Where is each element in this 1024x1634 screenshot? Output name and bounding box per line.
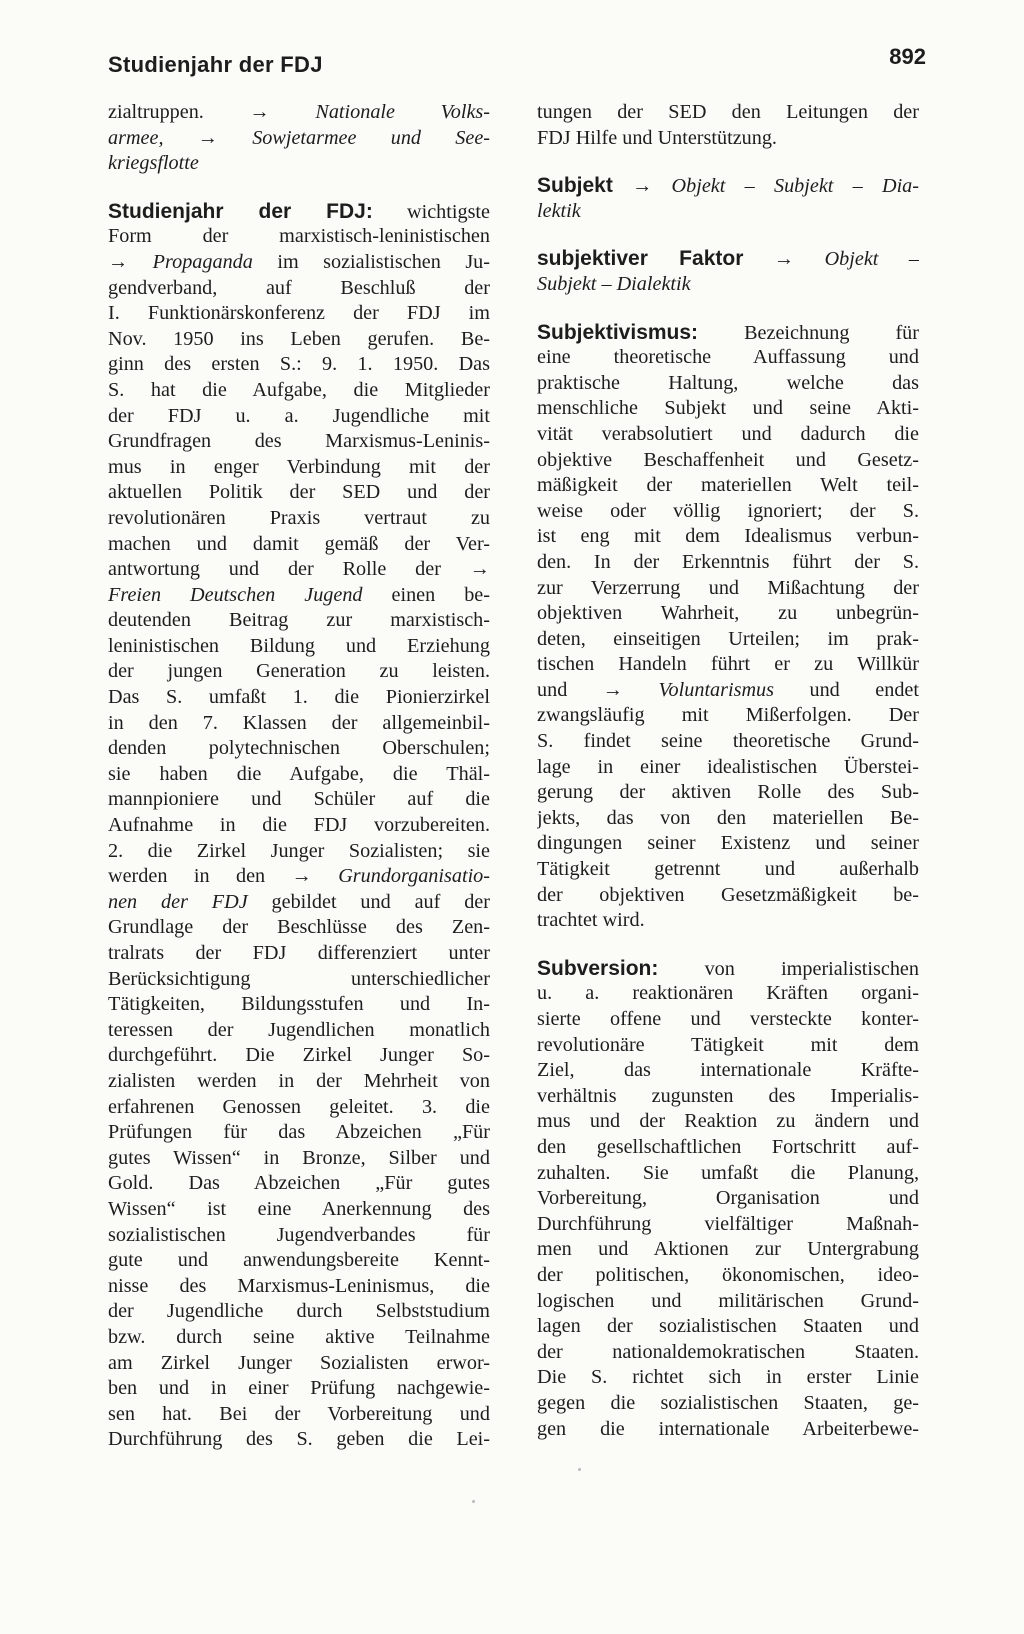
text-segment: tralrats der FDJ differenziert unter (108, 942, 490, 964)
text-line (108, 199, 490, 225)
text-line (108, 762, 490, 788)
text-line (537, 755, 919, 781)
cross-reference: → Voluntarismus (602, 678, 774, 701)
text-segment: dingungen seiner Existenz und seiner (537, 832, 919, 855)
text-segment: Durchführung vielfältiger Maßnah- (537, 1212, 919, 1235)
text-line (108, 583, 490, 609)
text-segment: ist eng mit dem Idealismus verbun- (537, 525, 919, 548)
text-line (108, 941, 490, 967)
text-segment: sierte offene und versteckte konter- (537, 1008, 919, 1030)
text-segment: und (537, 678, 603, 701)
text-line (108, 787, 490, 813)
text-line (108, 1274, 490, 1300)
text-line (537, 422, 919, 448)
cross-reference: → Nationale Volks- (249, 101, 490, 123)
text-segment: ginn des ersten S.: 9. 1. 1950. Das (108, 353, 490, 376)
text-line (108, 1299, 490, 1325)
text-segment: im sozialistischen Ju- (252, 250, 490, 273)
text-segment: revolutionären Praxis vertraut zu (108, 506, 490, 529)
text-segment: eine theoretische Auffassung und (537, 346, 919, 369)
text-segment: der nationaldemokratischen Staaten. (537, 1340, 919, 1363)
text-segment: FDJ Hilfe und Unterstützung. (537, 126, 777, 149)
cross-reference: lektik (537, 199, 581, 222)
text-line (108, 1018, 490, 1044)
text-line (108, 480, 490, 506)
text-segment: Tätigkeiten, Bildungsstufen und In- (108, 993, 490, 1016)
text-segment: sie haben die Aufgabe, die Thäl- (108, 762, 490, 785)
text-segment: sozialistischen Jugendverbandes für (108, 1223, 490, 1246)
text-line (537, 1212, 919, 1238)
cross-reference: kriegsflotte (108, 152, 199, 175)
text-segment: sen hat. Bei der Vorbereitung und (108, 1402, 490, 1425)
text-segment: der FDJ u. a. Jugendliche mit (108, 404, 490, 427)
running-head: Studienjahr der FDJ (108, 52, 323, 77)
text-segment: Nov. 1950 ins Leben gerufen. Be- (108, 327, 490, 350)
text-line (108, 1402, 490, 1428)
text-line (537, 831, 919, 857)
text-line (537, 550, 919, 576)
text-line (108, 992, 490, 1018)
text-line (108, 352, 490, 378)
text-line (108, 151, 490, 177)
cross-reference: armee, → Sowjetarmee und See- (108, 126, 490, 149)
text-segment: Die S. richtet sich in erster Linie (537, 1366, 919, 1389)
text-segment: der politischen, ökonomischen, ideo- (537, 1263, 919, 1286)
text-line (537, 1033, 919, 1059)
text-line (108, 659, 490, 685)
cross-reference: → Grundorganisatio- (291, 865, 490, 888)
text-segment: gebildet und auf der (247, 890, 490, 913)
text-segment: Gold. Das Abzeichen „Für gutes (108, 1172, 490, 1195)
text-segment: und endet (774, 678, 919, 701)
text-line (537, 1135, 919, 1161)
text-line (537, 729, 919, 755)
text-segment: gegen die sozialistischen Staaten, ge- (537, 1391, 919, 1414)
text-line (537, 883, 919, 909)
text-segment: den. In der Erkenntnis führt der S. (537, 550, 919, 573)
text-line (537, 1289, 919, 1315)
text-line (537, 908, 919, 934)
text-line (108, 1043, 490, 1069)
text-segment: leninistischen Bildung und Erziehung (108, 634, 490, 657)
text-line (537, 857, 919, 883)
text-line (537, 199, 919, 225)
text-segment: erfahrenen Genossen geleitet. 3. die (108, 1095, 490, 1118)
text-line (108, 890, 490, 916)
text-segment: bzw. durch seine aktive Teilnahme (108, 1325, 490, 1348)
text-line (537, 956, 919, 982)
text-segment: lagen der sozialistischen Staaten und (537, 1315, 919, 1338)
text-segment: nisse des Marxismus-Leninismus, die (108, 1274, 490, 1297)
text-segment: machen und damit gemäß der Ver- (108, 532, 490, 555)
text-segment: verhältnis zugunsten des Imperialis- (537, 1084, 919, 1107)
text-segment: tischen Handeln führt er zu Willkür (537, 653, 919, 676)
text-segment: zwangsläufig mit Mißerfolgen. Der (537, 704, 919, 727)
text-segment: weise oder völlig ignoriert; der S. (537, 499, 919, 522)
text-segment: Grundlage der Beschlüsse des Zen- (108, 916, 490, 939)
text-segment: lage in einer idealistischen Überstei- (537, 755, 919, 778)
text-line (108, 404, 490, 430)
text-segment: zialtruppen. (108, 101, 250, 123)
text-segment: zur Verzerrung und Mißachtung der (537, 576, 919, 599)
text-segment: der objektiven Gesetzmäßigkeit be- (537, 883, 919, 906)
text-segment: antwortung und der Rolle der → (108, 558, 490, 581)
text-segment: vität verabsolutiert und dadurch die (537, 422, 919, 445)
text-segment: werden in den (108, 865, 292, 888)
text-line (108, 967, 490, 993)
text-segment: objektive Beschaffenheit und Gesetz- (537, 448, 919, 471)
text-line (537, 1084, 919, 1110)
text-segment: der Jugendliche durch Selbststudium (108, 1300, 490, 1323)
text-segment: 2. die Zirkel Junger Sozialisten; sie (108, 839, 490, 862)
text-segment: mäßigkeit der materiellen Welt teil- (537, 474, 919, 497)
text-line (108, 1223, 490, 1249)
text-segment: Wissen“ ist eine Anerkennung des (108, 1197, 490, 1220)
text-line (537, 576, 919, 602)
text-segment: gendverband, auf Beschluß der (108, 276, 490, 299)
cross-reference: → Propaganda (108, 250, 253, 273)
text-line (537, 473, 919, 499)
cross-reference: → Objekt – Subjekt – Dia- (612, 175, 919, 198)
page-number: 892 (889, 44, 926, 69)
text-segment: teressen der Jugendlichen monatlich (108, 1018, 490, 1041)
text-line (537, 1237, 919, 1263)
text-segment: gerung der aktiven Rolle des Sub- (537, 781, 919, 804)
text-line (537, 499, 919, 525)
text-segment: I. Funktionärskonferenz der FDJ im (108, 302, 490, 325)
text-line (108, 532, 490, 558)
text-segment: denden polytechnischen Oberschulen; (108, 737, 490, 760)
text-line (108, 685, 490, 711)
text-line (108, 839, 490, 865)
text-segment: Form der marxistisch-leninistischen (108, 225, 490, 248)
text-segment: aktuellen Politik der SED und der (108, 481, 490, 504)
right-column (537, 100, 919, 1442)
text-line (108, 1146, 490, 1172)
text-line (537, 173, 919, 199)
text-line (537, 371, 919, 397)
text-line (108, 100, 490, 126)
text-segment: Durchführung des S. geben die Lei- (108, 1428, 490, 1451)
text-segment: Grundfragen des Marxismus-Leninis- (108, 430, 490, 453)
text-segment: trachtet wird. (537, 909, 645, 932)
text-line (537, 652, 919, 678)
text-line (537, 1340, 919, 1366)
text-segment: am Zirkel Junger Sozialisten erwor- (108, 1351, 490, 1374)
text-segment: revolutionäre Tätigkeit mit dem (537, 1033, 919, 1056)
entry-gap (537, 151, 919, 173)
text-segment: zuhalten. Sie umfaßt die Planung, (537, 1161, 919, 1184)
text-segment: gute und anwendungsbereite Kennt- (108, 1249, 490, 1272)
cross-reference: Subjekt – Dialektik (537, 272, 691, 295)
text-segment: deutenden Beitrag zur marxistisch- (108, 609, 490, 632)
text-segment: objektiven Wahrheit, zu unbegrün- (537, 602, 919, 625)
text-line (537, 345, 919, 371)
text-segment: zialisten werden in der Mehrheit von (108, 1069, 490, 1092)
text-line (108, 1325, 490, 1351)
text-line (108, 1248, 490, 1274)
text-segment: jekts, das von den materiellen Be- (537, 806, 919, 829)
text-segment: Prüfungen für das Abzeichen „Für (108, 1121, 490, 1144)
text-line (108, 864, 490, 890)
text-line (537, 1263, 919, 1289)
text-line (537, 524, 919, 550)
text-segment: von imperialistischen (658, 957, 919, 980)
entry-gap (537, 298, 919, 320)
text-segment: Tätigkeit getrennt und außerhalb (537, 858, 919, 881)
cross-reference: Freien Deutschen Jugend (108, 583, 363, 606)
text-segment: S. findet seine theoretische Grund- (537, 730, 919, 753)
text-line (108, 506, 490, 532)
scan-speck (472, 1500, 475, 1503)
entry-term: Subversion: (537, 956, 659, 980)
text-line (108, 557, 490, 583)
text-segment: den gesellschaftlichen Fortschritt auf- (537, 1135, 919, 1158)
text-line (108, 1120, 490, 1146)
text-line (108, 429, 490, 455)
page-header (108, 42, 926, 82)
text-segment: gen die internationale Arbeiterbewe- (537, 1417, 919, 1440)
text-line (108, 915, 490, 941)
entry-gap (537, 224, 919, 246)
text-line (108, 1197, 490, 1223)
entry-term: Subjektivismus: (537, 320, 699, 344)
text-line (108, 224, 490, 250)
cross-reference: nen der FDJ (108, 890, 248, 913)
text-segment: Vorbereitung, Organisation und (537, 1187, 919, 1210)
text-line (108, 1171, 490, 1197)
text-line (537, 1186, 919, 1212)
text-line (108, 378, 490, 404)
text-line (537, 396, 919, 422)
text-line (537, 246, 919, 272)
text-segment: ben und in einer Prüfung nachgewie- (108, 1377, 490, 1400)
text-line (108, 634, 490, 660)
text-line (537, 601, 919, 627)
text-segment: Aufnahme in die FDJ vorzubereiten. (108, 814, 490, 837)
text-line (537, 1417, 919, 1443)
text-segment: mus und der Reaktion zu ändern und (537, 1110, 919, 1133)
text-line (537, 1109, 919, 1135)
text-line (108, 276, 490, 302)
text-segment: men und Aktionen zur Untergrabung (537, 1238, 919, 1261)
text-line (537, 320, 919, 346)
text-line (537, 1058, 919, 1084)
entry-gap (108, 177, 490, 199)
text-segment: in den 7. Klassen der allgemeinbil- (108, 711, 490, 734)
text-segment: tungen der SED den Leitungen der (537, 101, 919, 123)
text-segment: S. hat die Aufgabe, die Mitglieder (108, 378, 490, 401)
text-line (108, 813, 490, 839)
text-line (537, 100, 919, 126)
entry-term: subjektiver Faktor (537, 247, 744, 271)
text-line (108, 455, 490, 481)
text-line (537, 272, 919, 298)
text-line (537, 627, 919, 653)
entry-term: Subjekt (537, 174, 613, 198)
text-segment: durchgeführt. Die Zirkel Junger So- (108, 1044, 490, 1067)
text-segment: menschliche Subjekt und seine Akti- (537, 397, 919, 420)
text-segment: Ziel, das internationale Kräfte- (537, 1059, 919, 1082)
text-line (108, 126, 490, 152)
scan-speck (578, 1468, 581, 1471)
text-segment: gutes Wissen“ in Bronze, Silber und (108, 1146, 490, 1169)
text-line (108, 250, 490, 276)
text-line (108, 327, 490, 353)
text-line (537, 1007, 919, 1033)
text-line (537, 448, 919, 474)
text-segment: deten, einseitigen Urteilen; im prak- (537, 627, 919, 650)
text-line (537, 981, 919, 1007)
text-line (108, 608, 490, 634)
text-segment: Berücksichtigung unterschiedlicher (108, 967, 490, 990)
text-line (537, 126, 919, 152)
text-line (537, 780, 919, 806)
text-line (537, 678, 919, 704)
text-line (108, 736, 490, 762)
text-segment: u. a. reaktionären Kräften organi- (537, 982, 919, 1005)
cross-reference: → Objekt – (743, 248, 919, 271)
text-segment: einen be- (362, 583, 490, 606)
text-line (108, 1069, 490, 1095)
text-segment: Bezeichnung für (698, 321, 919, 344)
text-line (108, 1095, 490, 1121)
text-line (537, 806, 919, 832)
text-segment: Das S. umfaßt 1. die Pionierzirkel (108, 686, 490, 709)
text-line (537, 1314, 919, 1340)
text-line (537, 1161, 919, 1187)
text-segment: mus in enger Verbindung mit der (108, 455, 490, 478)
text-segment: der jungen Generation zu leisten. (108, 660, 490, 683)
text-line (537, 703, 919, 729)
text-line (537, 1391, 919, 1417)
entry-term: Studienjahr der FDJ: (108, 199, 373, 223)
text-segment: logischen und militärischen Grund- (537, 1289, 919, 1312)
text-line (537, 1365, 919, 1391)
text-line (108, 301, 490, 327)
left-column (108, 100, 490, 1453)
text-line (108, 1427, 490, 1453)
text-segment: wichtigste (372, 200, 490, 223)
text-line (108, 1376, 490, 1402)
text-line (108, 711, 490, 737)
text-line (108, 1351, 490, 1377)
text-segment: mannpioniere und Schüler auf die (108, 788, 490, 811)
text-segment: praktische Haltung, welche das (537, 371, 919, 394)
entry-gap (537, 934, 919, 956)
